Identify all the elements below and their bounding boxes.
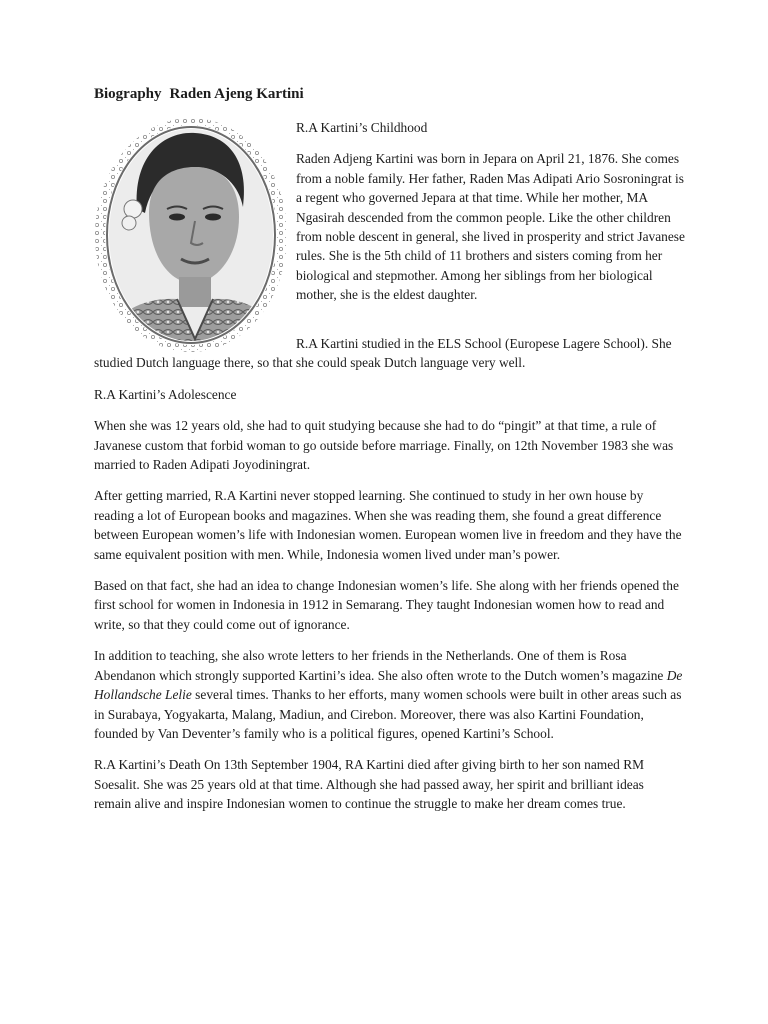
document-title (94, 86, 304, 103)
magazine-title: De Hollandsche Lelie (94, 667, 683, 703)
adolescence-paragraph-1: When she was 12 years old, she had to quit studying because she had to do “pingit” at that time, a rule of Javanese custom that forbid woman to go outside before marriage. Finally, on 12th November 1983 she was married to Raden Adipati Joyodiningrat. (94, 418, 674, 473)
title-label: Biography (94, 86, 162, 102)
childhood-paragraph-2: R.A Kartini studied in the ELS School (Europese Lagere School). She studied Dutch language there, so that she could speak Dutch language very well. (94, 336, 672, 371)
title-subject: Raden Ajeng Kartini (169, 86, 304, 102)
body-text (94, 334, 684, 826)
death-paragraph: R.A Kartini’s Death On 13th September 1904, RA Kartini died after giving birth to her son named RM Soesalit. She was 25 years old at that time. Although she had passed away, her spirit and brilliant ideas remain alive and inspire Indonesian women to continue the struggle to make her dream comes true. (94, 757, 645, 812)
adolescence-paragraph-2: After getting married, R.A Kartini never stopped learning. She continued to study in her own house by reading a lot of European books and magazines. When she was reading them, she found a great difference between European women’s life with Indonesian women. European women live in freedom and they have the same equivalent position with men. While, Indonesia women lived under man’s power. (94, 488, 682, 562)
childhood-heading: R.A Kartini’s Childhood (296, 120, 428, 135)
adolescence-paragraph-3: Based on that fact, she had an idea to change Indonesian women’s life. She along with her friends opened the first school for women in Indonesia in 1912 in Semarang. They taught Indonesian women how to read and write, so that they could come out of ignorance. (94, 578, 679, 632)
childhood-section (296, 118, 688, 317)
paragraph-4-text-a: In addition to teaching, she also wrote letters to her friends in the Netherlands. One of them is Rosa Abendanon which strongly supported Kartini’s idea. She also often wrote to the Dutch women’s magazine (94, 648, 667, 683)
portrait-image (93, 117, 289, 353)
childhood-paragraph-1: Raden Adjeng Kartini was born in Jepara on April 21, 1876. She comes from a noble family. Her father, Raden Mas Adipati Ario Sosroningrat is a regent who governed Jepara at that time. While her mother, MA Ngasirah descended from the common people. Like the other children from noble descent in general, she lived in prosperity and strict Javanese rules. She is the 5th child of 11 brothers and sisters coming from her biological and stepmother. Among her siblings from her biological mother, she is the eldest daughter. (296, 151, 685, 303)
paragraph-4-text-b: several times. Thanks to her efforts, many women schools were built in other areas such as in Surabaya, Yogyakarta, Malang, Madiun, and Cirebon. Moreover, there was also Kartini Foundation, founded by Van Deventer’s family who is a political figures, opened Kartini’s School. (94, 687, 682, 741)
adolescence-paragraph-4 (94, 646, 684, 743)
adolescence-heading: R.A Kartini’s Adolescence (94, 386, 237, 402)
childhood-paragraph-2-wrap (94, 334, 684, 373)
